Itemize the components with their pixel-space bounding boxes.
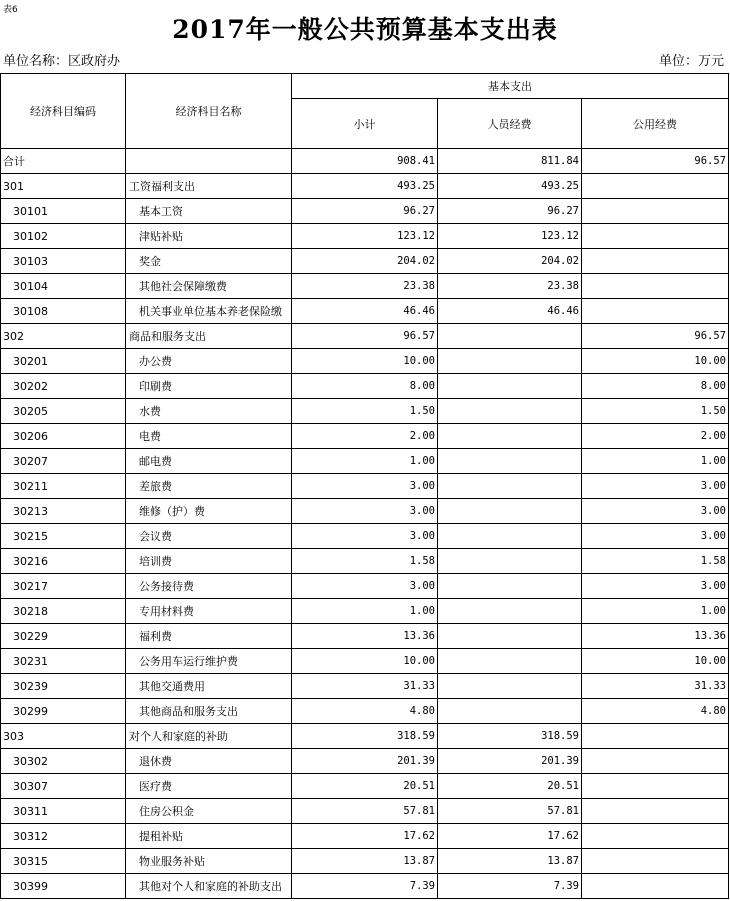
table-row	[1, 699, 729, 724]
row-name: 公务接待费	[126, 574, 292, 599]
row-personnel	[438, 499, 582, 524]
row-personnel: 17.62	[438, 824, 582, 849]
table-body	[1, 149, 729, 899]
table-row	[1, 599, 729, 624]
row-code: 302	[1, 324, 126, 349]
row-subtotal: 1.00	[292, 599, 438, 624]
row-subtotal: 8.00	[292, 374, 438, 399]
row-subtotal: 1.00	[292, 449, 438, 474]
row-public	[582, 849, 729, 874]
row-personnel	[438, 449, 582, 474]
row-public	[582, 874, 729, 899]
table-row	[1, 849, 729, 874]
row-personnel	[438, 699, 582, 724]
row-personnel	[438, 524, 582, 549]
row-code: 30311	[1, 799, 126, 824]
table-row	[1, 574, 729, 599]
row-subtotal: 96.57	[292, 324, 438, 349]
row-public: 1.00	[582, 449, 729, 474]
row-subtotal: 1.50	[292, 399, 438, 424]
row-personnel	[438, 324, 582, 349]
table-row	[1, 249, 729, 274]
row-public: 1.00	[582, 599, 729, 624]
table-row	[1, 349, 729, 374]
table-row	[1, 524, 729, 549]
row-code: 30216	[1, 549, 126, 574]
table-row	[1, 399, 729, 424]
row-personnel	[438, 374, 582, 399]
row-name: 培训费	[126, 549, 292, 574]
row-personnel: 493.25	[438, 174, 582, 199]
row-public: 31.33	[582, 674, 729, 699]
row-subtotal: 3.00	[292, 499, 438, 524]
row-code: 30213	[1, 499, 126, 524]
table-row	[1, 749, 729, 774]
row-personnel	[438, 574, 582, 599]
table-row	[1, 549, 729, 574]
row-name: 基本工资	[126, 199, 292, 224]
row-code: 30239	[1, 674, 126, 699]
row-personnel: 57.81	[438, 799, 582, 824]
row-public	[582, 799, 729, 824]
row-subtotal: 318.59	[292, 724, 438, 749]
row-code: 301	[1, 174, 126, 199]
table-row	[1, 474, 729, 499]
row-personnel	[438, 474, 582, 499]
row-personnel: 23.38	[438, 274, 582, 299]
row-code: 303	[1, 724, 126, 749]
row-code: 30205	[1, 399, 126, 424]
row-public	[582, 299, 729, 324]
row-subtotal: 13.36	[292, 624, 438, 649]
row-public: 10.00	[582, 649, 729, 674]
row-name: 福利费	[126, 624, 292, 649]
table-row	[1, 649, 729, 674]
row-name: 工资福利支出	[126, 174, 292, 199]
table-row	[1, 199, 729, 224]
header-name: 经济科目名称	[126, 74, 292, 149]
row-name: 办公费	[126, 349, 292, 374]
row-personnel	[438, 349, 582, 374]
row-code: 30315	[1, 849, 126, 874]
row-public: 4.80	[582, 699, 729, 724]
page-title: 2017年一般公共预算基本支出表	[172, 15, 558, 44]
row-subtotal: 908.41	[292, 149, 438, 174]
row-name: 水费	[126, 399, 292, 424]
table-row	[1, 149, 729, 174]
unit-name-label: 单位名称：区政府办	[3, 54, 121, 69]
row-name: 公务用车运行维护费	[126, 649, 292, 674]
row-subtotal: 57.81	[292, 799, 438, 824]
row-personnel	[438, 424, 582, 449]
row-personnel	[438, 674, 582, 699]
row-public	[582, 724, 729, 749]
table-row	[1, 374, 729, 399]
row-name: 奖金	[126, 249, 292, 274]
row-subtotal: 2.00	[292, 424, 438, 449]
row-public: 13.36	[582, 624, 729, 649]
row-personnel: 46.46	[438, 299, 582, 324]
row-public: 8.00	[582, 374, 729, 399]
row-name: 电费	[126, 424, 292, 449]
row-public: 3.00	[582, 474, 729, 499]
row-code: 30102	[1, 224, 126, 249]
row-subtotal: 20.51	[292, 774, 438, 799]
row-name: 邮电费	[126, 449, 292, 474]
row-code: 30399	[1, 874, 126, 899]
row-name: 维修（护）费	[126, 499, 292, 524]
row-name: 其他社会保障缴费	[126, 274, 292, 299]
row-code: 30218	[1, 599, 126, 624]
row-subtotal: 3.00	[292, 574, 438, 599]
table-row	[1, 324, 729, 349]
row-public	[582, 224, 729, 249]
row-name: 其他交通费用	[126, 674, 292, 699]
header-basic-expenditure: 基本支出	[292, 74, 729, 99]
row-name: 对个人和家庭的补助	[126, 724, 292, 749]
row-name: 其他商品和服务支出	[126, 699, 292, 724]
table-row	[1, 449, 729, 474]
row-name: 津贴补贴	[126, 224, 292, 249]
row-name: 差旅费	[126, 474, 292, 499]
header-personnel: 人员经费	[438, 99, 582, 149]
row-public	[582, 774, 729, 799]
row-code: 30202	[1, 374, 126, 399]
row-name: 住房公积金	[126, 799, 292, 824]
row-public	[582, 174, 729, 199]
row-personnel: 318.59	[438, 724, 582, 749]
table-row	[1, 874, 729, 899]
budget-table	[0, 73, 729, 899]
row-name	[126, 149, 292, 174]
row-subtotal: 3.00	[292, 524, 438, 549]
row-personnel	[438, 624, 582, 649]
row-subtotal: 10.00	[292, 649, 438, 674]
row-personnel: 96.27	[438, 199, 582, 224]
row-public	[582, 749, 729, 774]
header-code: 经济科目编码	[1, 74, 126, 149]
row-subtotal: 10.00	[292, 349, 438, 374]
row-public: 10.00	[582, 349, 729, 374]
row-code: 30299	[1, 699, 126, 724]
row-public	[582, 249, 729, 274]
currency-unit-label: 单位：万元	[658, 54, 724, 69]
row-personnel: 201.39	[438, 749, 582, 774]
table-row	[1, 499, 729, 524]
row-name: 专用材料费	[126, 599, 292, 624]
row-name: 会议费	[126, 524, 292, 549]
table-row	[1, 424, 729, 449]
row-name: 印刷费	[126, 374, 292, 399]
row-personnel	[438, 399, 582, 424]
row-subtotal: 3.00	[292, 474, 438, 499]
table-row	[1, 674, 729, 699]
row-name: 物业服务补贴	[126, 849, 292, 874]
row-public: 96.57	[582, 149, 729, 174]
row-name: 提租补贴	[126, 824, 292, 849]
row-code: 30231	[1, 649, 126, 674]
row-code: 30103	[1, 249, 126, 274]
table-row	[1, 824, 729, 849]
row-personnel: 20.51	[438, 774, 582, 799]
row-code: 30206	[1, 424, 126, 449]
row-personnel: 811.84	[438, 149, 582, 174]
row-subtotal: 204.02	[292, 249, 438, 274]
table-row	[1, 174, 729, 199]
row-code: 30101	[1, 199, 126, 224]
row-public: 3.00	[582, 574, 729, 599]
header-public: 公用经费	[582, 99, 729, 149]
row-code: 30108	[1, 299, 126, 324]
header-subtotal: 小计	[292, 99, 438, 149]
row-subtotal: 123.12	[292, 224, 438, 249]
row-public	[582, 199, 729, 224]
row-subtotal: 23.38	[292, 274, 438, 299]
table-row	[1, 224, 729, 249]
row-public: 1.58	[582, 549, 729, 574]
row-code: 30217	[1, 574, 126, 599]
row-public: 96.57	[582, 324, 729, 349]
row-code: 30211	[1, 474, 126, 499]
row-subtotal: 4.80	[292, 699, 438, 724]
row-subtotal: 46.46	[292, 299, 438, 324]
row-subtotal: 13.87	[292, 849, 438, 874]
table-row	[1, 624, 729, 649]
row-personnel: 13.87	[438, 849, 582, 874]
row-code: 30312	[1, 824, 126, 849]
row-subtotal: 17.62	[292, 824, 438, 849]
row-code: 合计	[1, 149, 126, 174]
row-subtotal: 493.25	[292, 174, 438, 199]
row-public	[582, 274, 729, 299]
row-name: 商品和服务支出	[126, 324, 292, 349]
row-code: 30302	[1, 749, 126, 774]
table-row	[1, 274, 729, 299]
table-row	[1, 299, 729, 324]
table-row	[1, 774, 729, 799]
row-public: 1.50	[582, 399, 729, 424]
row-name: 退休费	[126, 749, 292, 774]
row-personnel	[438, 649, 582, 674]
row-subtotal: 1.58	[292, 549, 438, 574]
table-row	[1, 799, 729, 824]
row-public: 2.00	[582, 424, 729, 449]
row-personnel: 123.12	[438, 224, 582, 249]
row-code: 30215	[1, 524, 126, 549]
row-code: 30201	[1, 349, 126, 374]
row-personnel	[438, 549, 582, 574]
row-public	[582, 824, 729, 849]
row-code: 30207	[1, 449, 126, 474]
row-personnel: 7.39	[438, 874, 582, 899]
row-public: 3.00	[582, 524, 729, 549]
row-code: 30104	[1, 274, 126, 299]
row-name: 医疗费	[126, 774, 292, 799]
row-code: 30229	[1, 624, 126, 649]
row-personnel: 204.02	[438, 249, 582, 274]
table-row	[1, 724, 729, 749]
row-subtotal: 31.33	[292, 674, 438, 699]
row-subtotal: 96.27	[292, 199, 438, 224]
row-public: 3.00	[582, 499, 729, 524]
row-subtotal: 7.39	[292, 874, 438, 899]
sheet-tag: 表6	[3, 5, 18, 15]
row-name: 机关事业单位基本养老保险缴	[126, 299, 292, 324]
row-name: 其他对个人和家庭的补助支出	[126, 874, 292, 899]
row-code: 30307	[1, 774, 126, 799]
row-personnel	[438, 599, 582, 624]
row-subtotal: 201.39	[292, 749, 438, 774]
